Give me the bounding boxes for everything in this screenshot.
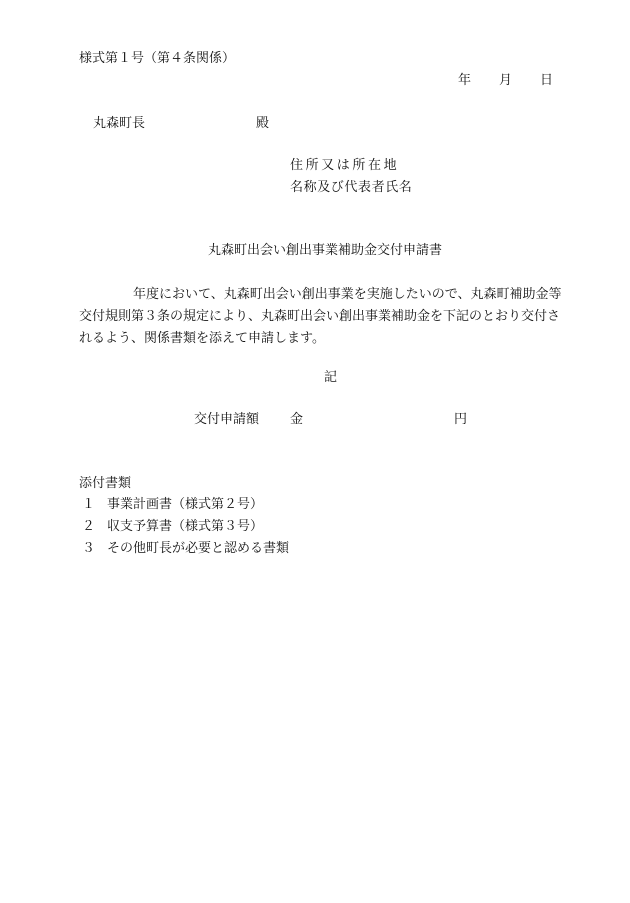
attachment-number: ３	[82, 541, 96, 556]
ki-marker: 記	[324, 370, 338, 385]
date-year: 年	[458, 73, 472, 88]
form-number: 様式第１号（第４条関係）	[79, 51, 236, 66]
addressee-honorific: 殿	[256, 116, 270, 131]
body-line-2: 交付規則第３条の規定により、丸森町出会い創出事業補助金を下記のとおり交付さ	[79, 309, 561, 324]
attachment-text: 事業計画書（様式第２号）	[107, 497, 264, 512]
applicant-address-label: 住所又は所在地	[290, 158, 400, 173]
addressee-name: 丸森町長	[93, 116, 146, 131]
amount-unit: 円	[454, 412, 468, 427]
date-month: 月	[499, 73, 513, 88]
attachments-heading: 添付書類	[79, 476, 132, 491]
attachment-number: １	[82, 497, 96, 512]
body-line-1: 年度において、丸森町出会い創出事業を実施したいので、丸森町補助金等	[133, 287, 562, 302]
applicant-name-label: 名称及び代表者氏名	[290, 180, 413, 195]
body-line-3: れるよう、関係書類を添えて申請します。	[79, 331, 325, 346]
document-title: 丸森町出会い創出事業補助金交付申請書	[208, 243, 443, 258]
attachment-text: その他町長が必要と認める書類	[107, 541, 290, 556]
amount-prefix: 金	[290, 412, 304, 427]
attachment-text: 収支予算書（様式第３号）	[107, 519, 264, 534]
attachment-number: ２	[82, 519, 96, 534]
amount-label: 交付申請額	[194, 412, 260, 427]
date-day: 日	[540, 73, 554, 88]
